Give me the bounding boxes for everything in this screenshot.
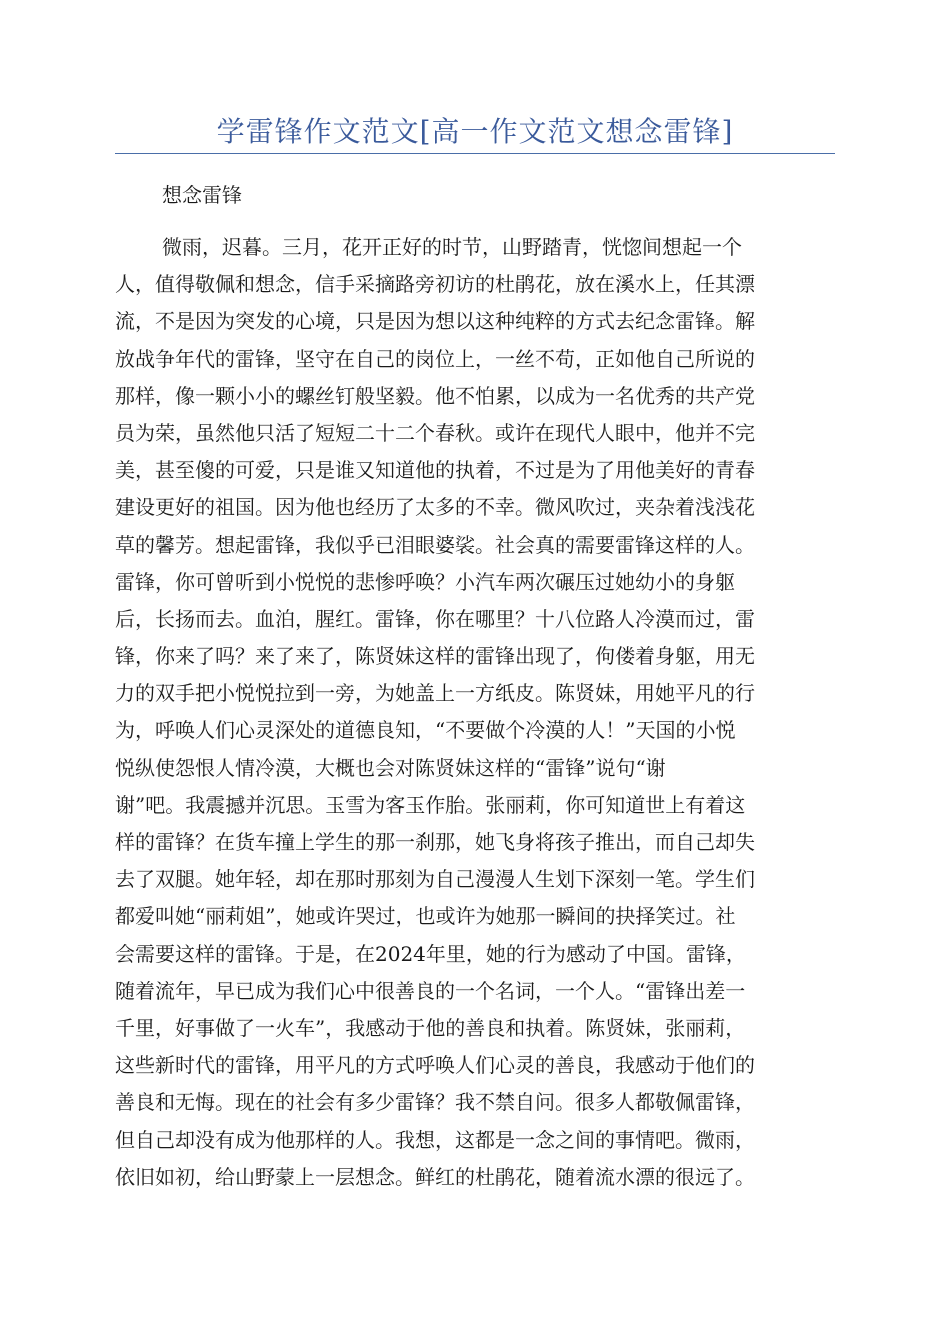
text-line: 流，不是因为突发的心境，只是因为想以这种纯粹的方式去纪念雷锋。解: [115, 309, 755, 334]
text-line: 悦纵使怨恨人情冷漠，大概也会对陈贤妹这样的“雷锋”说句“谢: [115, 755, 666, 780]
text-line: 锋，你来了吗？来了来了，陈贤妹这样的雷锋出现了，佝偻着身躯，用无: [115, 644, 755, 669]
text-line: 美，甚至傻的可爱，只是谁又知道他的执着，不过是为了用他美好的青春: [115, 458, 755, 483]
text-line: 建设更好的祖国。因为他也经历了太多的不幸。微风吹过，夹杂着浅浅花: [115, 495, 755, 520]
text-line: 都爱叫她“丽莉姐”，她或许哭过，也或许为她那一瞬间的抉择笑过。社: [115, 904, 736, 929]
text-line: 去了双腿。她年轻，却在那时那刻为自己漫漫人生划下深刻一笔。学生们: [115, 867, 755, 892]
text-line: 善良和无悔。现在的社会有多少雷锋？我不禁自问。很多人都敬佩雷锋，: [115, 1090, 755, 1115]
text-line: 样的雷锋？在货车撞上学生的那一刹那，她飞身将孩子推出，而自己却失: [115, 830, 755, 854]
text-line: 谢”吧。我震撼并沉思。玉雪为客玉作胎。张丽莉，你可知道世上有着这: [115, 792, 746, 817]
text-line: 随着流年，早已成为我们心中很善良的一个名词，一个人。“雷锋出差一: [115, 978, 746, 1003]
text-line: 力的双手把小悦悦拉到一旁，为她盖上一方纸皮。陈贤妹，用她平凡的行: [115, 681, 755, 706]
essay-heading: 想念雷锋: [162, 183, 242, 207]
text-line: 后，长扬而去。血泊，腥红。雷锋，你在哪里？十八位路人冷漠而过，雷: [115, 606, 755, 631]
text-line: 但自己却没有成为他那样的人。我想，这都是一念之间的事情吧。微雨，: [115, 1127, 755, 1152]
essay-body: [115, 229, 835, 1196]
text-line: 那样，像一颗小小的螺丝钉般坚毅。他不怕累，以成为一名优秀的共产党: [115, 383, 755, 408]
text-line: 依旧如初，给山野蒙上一层想念。鲜红的杜鹃花，随着流水漂的很远了。: [115, 1164, 755, 1189]
text-line: 微雨，迟暮。三月，花开正好的时节，山野踏青，恍惚间想起一个: [162, 235, 742, 259]
text-line: 放战争年代的雷锋，坚守在自己的岗位上，一丝不苟，正如他自己所说的: [115, 346, 755, 371]
text-line: 草的馨芳。想起雷锋，我似乎已泪眼婆裟。社会真的需要雷锋这样的人。: [115, 532, 755, 557]
text-line: 人，值得敬佩和想念，信手采摘路旁初访的杜鹃花，放在溪水上，任其漂: [115, 272, 755, 297]
text-line: 雷锋，你可曾听到小悦悦的悲惨呼唤？小汽车两次碾压过她幼小的身躯: [115, 569, 735, 594]
text-line: 千里，好事做了一火车”，我感动于他的善良和执着。陈贤妹，张丽莉，: [115, 1015, 746, 1040]
text-line: 会需要这样的雷锋。于是，在2024年里，她的行为感动了中国。雷锋，: [115, 941, 746, 966]
text-line: 为，呼唤人们心灵深处的道德良知，“不要做个冷漠的人！”天国的小悦: [115, 718, 736, 743]
text-line: 这些新时代的雷锋，用平凡的方式呼唤人们心灵的善良，我感动于他们的: [115, 1053, 755, 1078]
title-underline: [115, 153, 835, 154]
document-title: 学雷锋作文范文[高一作文范文想念雷锋]: [216, 115, 734, 148]
text-line: 员为荣，虽然他只活了短短二十二个春秋。或许在现代人眼中，他并不完: [115, 420, 755, 445]
